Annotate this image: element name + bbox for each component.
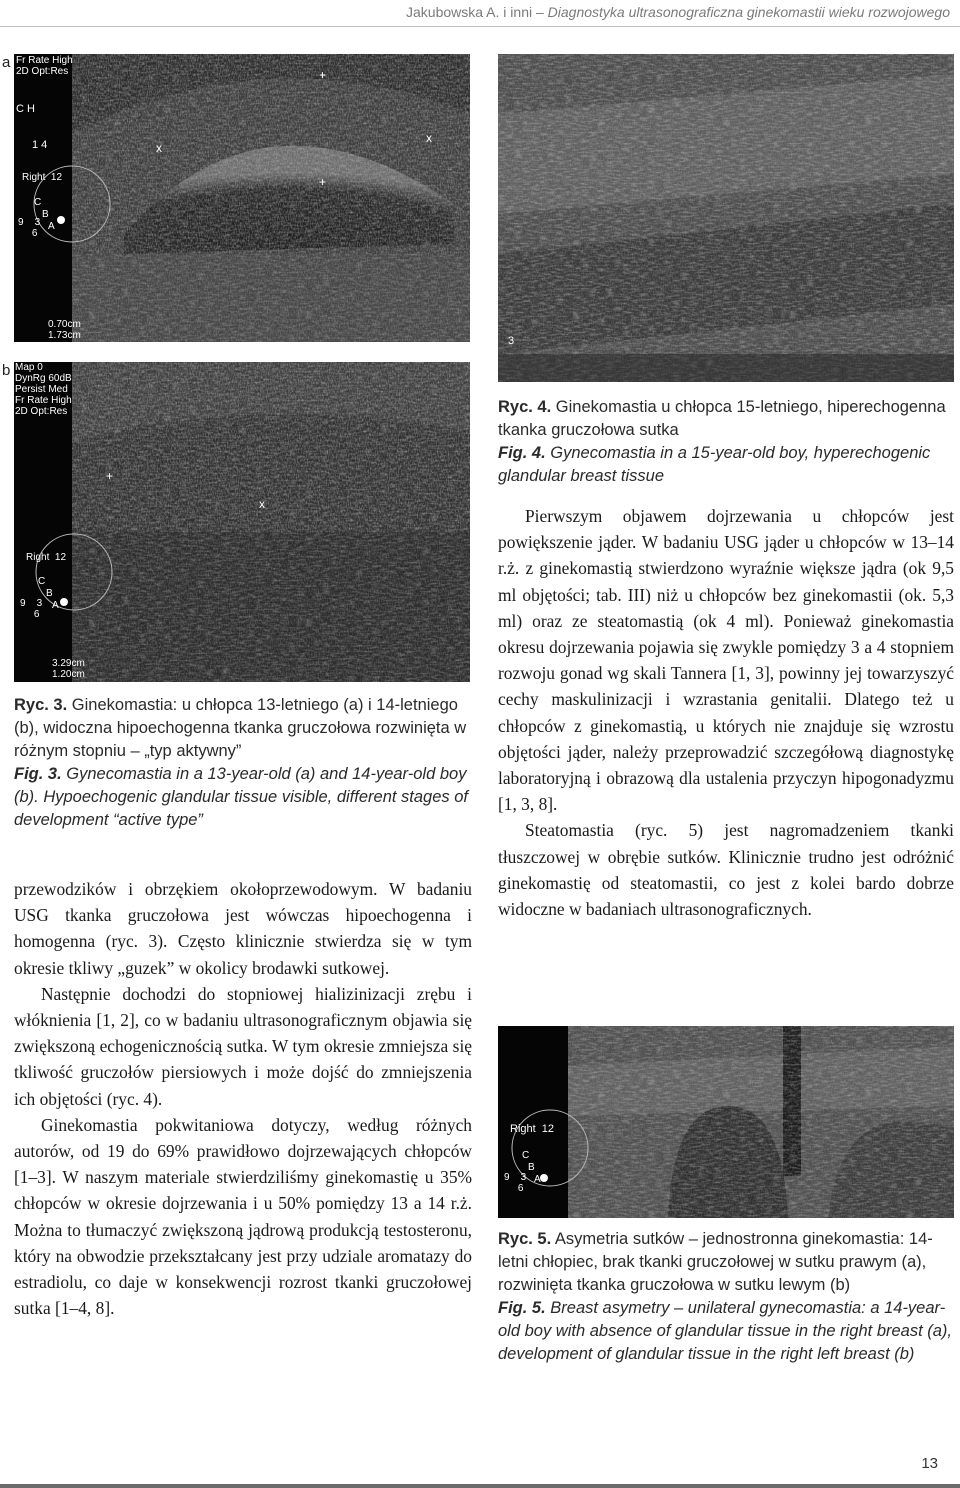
ryc3-text-pl: Ginekomastia: u chłopca 13-letniego (a) i 14-letniego (b), widoczna hipoechogenna tkanka gruczołowa rozwinięta w różnym stopniu – „typ aktywny” bbox=[14, 696, 467, 760]
header-title: Diagnostyka ultrasonograficzna ginekomastii wieku rozwojowego bbox=[547, 4, 950, 20]
ryc4-text-pl: Ginekomastia u chłopca 15-letniego, hiperechogenna tkanka gruczołowa sutka bbox=[498, 398, 946, 439]
svg-text:x: x bbox=[426, 131, 432, 145]
fig3a-panel-label: a bbox=[2, 54, 11, 71]
fig3b-overlay-c: C bbox=[38, 576, 46, 587]
fig3a-overlay-measurements: 0.70cm 1.73cm bbox=[48, 319, 81, 341]
ryc4-label: Ryc. 4. bbox=[498, 398, 552, 416]
left-paragraph-2: Następnie dochodzi do stopniowej hializinizacji zrębu i włóknienia [1, 2], co w badaniu ultrasonograficznym objawia się zwiększoną echogenicznością sutka. W tym okresie zmniejsza się tkliwość gruczołów piersiowych i może dojść do zmniejszenia ich objętości (ryc. 4). bbox=[14, 983, 472, 1109]
fig3a-overlay-ch: C H bbox=[16, 103, 35, 115]
svg-text:+: + bbox=[319, 68, 327, 82]
footer-rule bbox=[0, 1484, 960, 1488]
fig4-label: Fig. 4. bbox=[498, 444, 546, 462]
fig3b-overlay-settings: Map 0 DynRg 60dB Persist Med Fr Rate High 2D Opt:Res bbox=[15, 362, 72, 417]
fig5-overlay-a: A bbox=[534, 1174, 541, 1185]
fig3a-overlay-clock: 9 3 6 bbox=[18, 217, 41, 239]
fig3b-overlay-clock: 9 3 6 bbox=[20, 598, 43, 620]
right-paragraph-1: Pierwszym objawem dojrzewania u chłopców jest powiększenie jąder. W badaniu USG jąder u chłopców w 13–14 r.ż. z ginekomastią stwierdzono wyraźnie większe jądra (ok 9,5 ml objętości; tab. III) niż u chłopców bez ginekomastii (ok. 5,3 ml) oraz ze steatomastią (ok 4 ml). Ponieważ ginekomastia okresu dojrzewania pojawia się zwykle pomiędzy 3 a 4 stopniem rozwoju gonad wg skali Tannera [1, 3], powinny jej towarzyszyć cechy maskulinizacji i wzrastania genitalii. Dlatego też u chłopców z ginekomastią, u których nie znajduje się wzrostu objętości jąder, należy przeprowadzić szczegółową diagnostykę laboratoryjną i obrazową dla ustalenia przyczyn hipogonadyzmu [1, 3, 8]. bbox=[498, 506, 954, 815]
fig3b-overlay-right: Right 12 bbox=[26, 552, 67, 563]
fig3b-panel-label: b bbox=[2, 362, 11, 379]
figure-3b-ultrasound bbox=[14, 362, 470, 682]
fig3a-overlay-right: Right 12 bbox=[22, 172, 63, 183]
header-separator: – bbox=[532, 4, 548, 20]
right-body-column bbox=[498, 503, 954, 922]
left-paragraph-1: przewodzików i obrzękiem okołoprzewodowym. W badaniu USG tkanka gruczołowa jest wówczas hipoechogenna i homogenna (ryc. 3). Często klinicznie stwierdza się w tym okresie tkliwy „guzek” w okolicy brodawki sutkowej. bbox=[14, 879, 472, 978]
svg-text:+: + bbox=[106, 469, 114, 483]
figure-4-ultrasound bbox=[498, 54, 954, 382]
ryc5-label: Ryc. 5. bbox=[498, 1230, 552, 1248]
fig3b-overlay-b: B bbox=[46, 588, 53, 599]
fig4-overlay-3: 3 bbox=[508, 335, 515, 347]
fig3b-overlay-measurements: 3.29cm 1.20cm bbox=[52, 658, 85, 680]
left-body-column bbox=[14, 876, 472, 1321]
fig3a-overlay-c: C bbox=[34, 197, 42, 208]
fig5-overlay-b: B bbox=[528, 1162, 535, 1173]
header-authors: Jakubowska A. i inni bbox=[406, 4, 533, 20]
svg-text:x: x bbox=[156, 141, 162, 155]
ryc5-text-pl: Asymetria sutków – jednostronna ginekomastia: 14-letni chłopiec, brak tkanki gruczołowej w sutku prawym (a), rozwinięta tkanka gruczołowa w sutku lewym (b) bbox=[498, 1230, 933, 1294]
fig3-label: Fig. 3. bbox=[14, 765, 62, 783]
right-paragraph-2: Steatomastia (ryc. 5) jest nagromadzeniem tkanki tłuszczowej w obrębie sutków. Klinicznie trudno jest odróżnić ginekomastię od steatomastii, co jest z kolei bardo dobrze widoczne w badaniach ultrasonograficznych. bbox=[498, 820, 954, 920]
fig3b-overlay-a: A bbox=[52, 600, 59, 611]
figure-5-caption bbox=[498, 1228, 954, 1366]
fig5-label: Fig. 5. bbox=[498, 1299, 546, 1317]
fig4-image bbox=[498, 54, 954, 382]
page-number: 13 bbox=[921, 1455, 938, 1472]
fig3a-image bbox=[14, 54, 470, 342]
fig5-overlay-clock: 9 3 6 bbox=[504, 1172, 527, 1194]
fig3b-image bbox=[14, 362, 470, 682]
fig5-text-en: Breast asymetry – unilateral gynecomastia: a 14-year-old boy with absence of glandular tissue in the right breast (a), development of glandular tissue in the right left breast (b) bbox=[498, 1299, 953, 1363]
figure-4-caption bbox=[498, 396, 954, 488]
svg-text:+: + bbox=[319, 175, 327, 189]
ryc3-label: Ryc. 3. bbox=[14, 696, 68, 714]
fig3a-overlay-settings: Fr Rate High 2D Opt:Res bbox=[16, 55, 73, 77]
fig4-text-en: Gynecomastia in a 15-year-old boy, hyperechogenic glandular breast tissue bbox=[498, 444, 931, 485]
fig5-overlay-c: C bbox=[522, 1150, 530, 1161]
running-header bbox=[406, 4, 950, 20]
fig3a-overlay-b: B bbox=[42, 209, 49, 220]
fig3-text-en: Gynecomastia in a 13-year-old (a) and 14-year-old boy (b). Hypoechogenic glandular tissue visible, different stages of development “active type” bbox=[14, 765, 468, 829]
svg-text:x: x bbox=[259, 497, 265, 511]
header-rule bbox=[0, 26, 960, 27]
fig5-image bbox=[498, 1026, 954, 1218]
fig3a-overlay-a: A bbox=[48, 221, 55, 232]
figure-3-caption bbox=[14, 694, 472, 832]
figure-3a-ultrasound bbox=[14, 54, 470, 342]
figure-5-ultrasound bbox=[498, 1026, 954, 1218]
fig5-overlay-right: Right 12 bbox=[510, 1123, 555, 1135]
left-paragraph-3: Ginekomastia pokwitaniowa dotyczy, według różnych autorów, od 19 do 69% prawidłowo dojrzewających chłopców [1–3]. W naszym materiale stwierdziliśmy ginekomastię u 35% chłopców w okresie dojrzewania i u 50% pomiędzy 13 a 14 r.ż. Można to tłumaczyć zwiększoną jądrową produkcją testosteronu, który na obwodzie przekształcany jest przy udziale aromatazy do estradiolu, co daje w konsekwencji rozrost tkanki gruczołowej sutka [1–4, 8]. bbox=[14, 1114, 472, 1319]
fig3a-overlay-14: 1 4 bbox=[32, 139, 48, 151]
